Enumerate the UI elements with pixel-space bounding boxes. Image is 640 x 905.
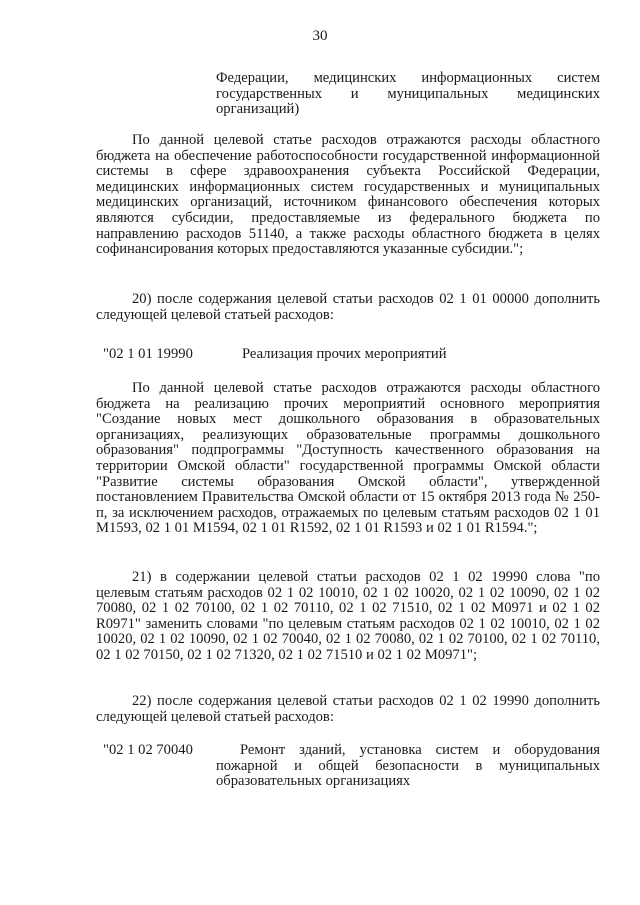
article-name: Реализация прочих мероприятий	[242, 346, 447, 362]
page-number: 30	[312, 28, 328, 44]
continued-entry-name: Федерации, медицинских информационных систем государственных и муниципальных медицинских организаций)	[216, 70, 600, 118]
paragraph-amendment-21: 21) в содержании целевой статьи расходов 02 1 02 19990 слова "по целевым статьям расходов 02 1 02 10010, 02 1 02 10020, 02 1 02 10090, 02 1 02 70080, 02 1 02 70100, 02 1 02 70110, 02 1 02 71510, 02 1 02 M0971 и 02 1 02 R0971" заменить словами "по целевым статьям расходов 02 1 02 10010, 02 1 02 10020, 02 1 02 10090, 02 1 02 70040, 02 1 02 70080, 02 1 02 70100, 02 1 02 70110, 02 1 02 70150, 02 1 02 71320, 02 1 02 71510 и 02 1 02 M0971";	[96, 569, 600, 663]
paragraph-amendment-20: 20) после содержания целевой статьи расходов 02 1 01 00000 дополнить следующей целевой статьей расходов:	[96, 291, 600, 323]
article-code: "02 1 02 70040	[103, 742, 193, 758]
article-code: "02 1 01 19990	[103, 346, 193, 362]
paragraph-description-1: По данной целевой статье расходов отражаются расходы областного бюджета на обеспечение работоспособности государственной информационной системы в сфере здравоохранения субъекта Российской Федерации, медицинских информационных систем государственных и муниципальных медицинских организаций, источником финансового обеспечения которых являются субсидии, предоставляемые из федерального бюджета по направлению расходов 51140, а также расходы областного бюджета в целях софинансирования которых предоставляются указанные субсидии.";	[96, 132, 600, 258]
paragraph-description-2: По данной целевой статье расходов отражаются расходы областного бюджета на реализацию прочих мероприятий основного мероприятия "Создание новых мест дошкольного образования в образовательных организациях, реализующих образовательные программы дошкольного образования" подпрограммы "Доступность качественного образования на территории Омской области" государственной программы Омской области "Развитие системы образования Омской области", утвержденной постановлением Правительства Омской области от 15 октября 2013 года № 250-п, за исключением расходов, отражаемых по целевым статьям расходов 02 1 01 M1593, 02 1 01 M1594, 02 1 01 R1592, 02 1 01 R1593 и 02 1 01 R1594.";	[96, 380, 600, 537]
paragraph-amendment-22: 22) после содержания целевой статьи расходов 02 1 02 19990 дополнить следующей целевой статьей расходов:	[96, 693, 600, 725]
article-name: Ремонт зданий, установка систем и оборудования пожарной и общей безопасности в муниципальных образовательных организациях	[216, 742, 600, 790]
